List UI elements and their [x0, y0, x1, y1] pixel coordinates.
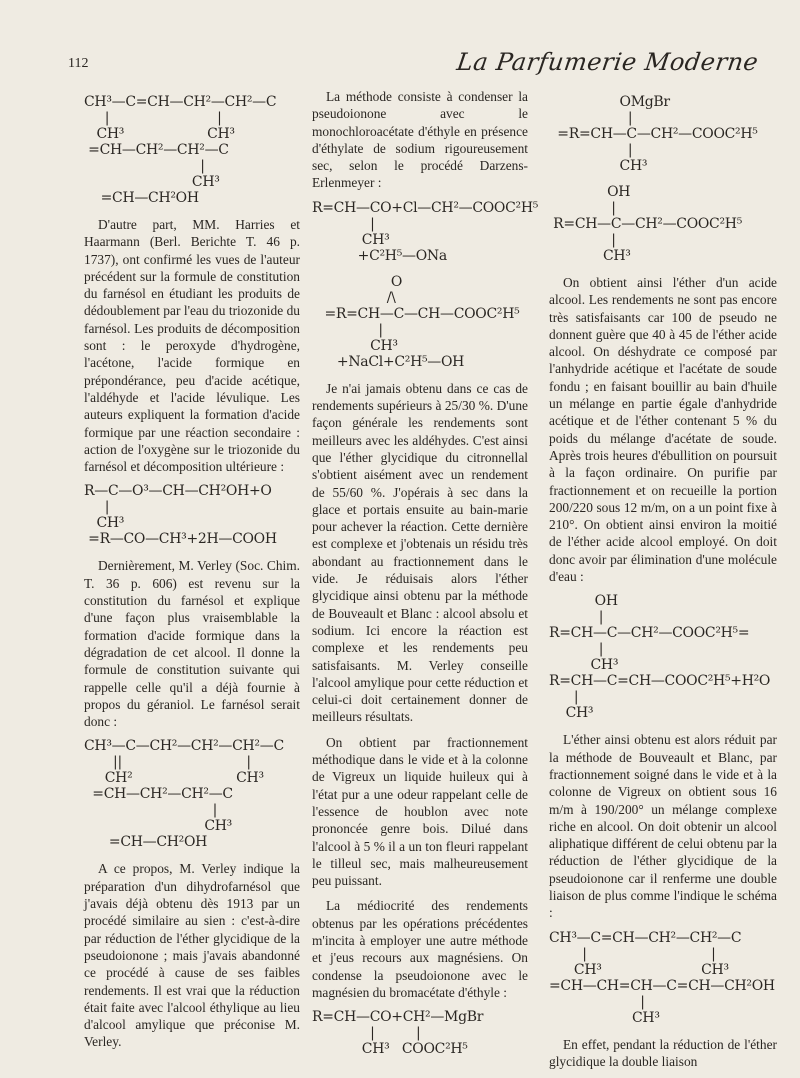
paragraph: D'autre part, MM. Harries et Haarmann (Berl. Berichte T. 46 p. 1737), ont confirmé les vues de l'auteur précédent sur la formule de constitution du farnésol en étudiant les produits de dédoublement par l'eau du triozonide du farnésol. Les produits de décomposition sont : le peroxyde d'hydrogène, l'acétone, l'acide formique en prépondérance, peu d'acide acétique, l'aldéhyde et l'acide lévulique. Les auteurs expliquent la formation d'acide formique par une réaction secondaire : action de l'oxygène sur le triozonide du farnésol et décomposition ultérieure :	[84, 217, 300, 475]
column-1	[84, 88, 300, 1059]
paragraph: On obtient par fractionnement méthodique dans le vide et à la colonne de Vigreux un liquide huileux qui à l'état pur a une odeur rappelant celle de l'essence de houblon avec note prononcée genre bois. Dilué dans l'alcool à 5 % il a un ton fleuri rappelant le tilleul sec, mais malheureusement peu puissant.	[312, 734, 528, 889]
paragraph: En effet, pendant la réduction de l'éther glycidique la double liaison	[549, 1036, 777, 1069]
formula: R=CH—CO+Cl—CH²—COOC²H⁵ | CH³ +C²H⁵—ONa	[312, 199, 539, 264]
paragraph: Je n'ai jamais obtenu dans ce cas de rendements supérieurs à 25/30 %. D'une façon générale les rendements sont meilleurs avec les aldéhydes. C'est ainsi que l'éther glycidique du citronnellal s'obtient aisément avec un rendement de 55/60 %. J'opérais à sec dans la glace et portais ensuite au bain-marie pour achever la réaction. Cette dernière est complexe et j'obtenais un résidu très abondant au fractionnement dans le vide. Je réduisais alors l'éther glycidique ainsi obtenu par la méthode de Bouveault et Blanc : alcool absolu et sodium. Ici encore la réaction est complexe et les rendements peu satisfaisants. M. Verley conseille l'alcool amylique pour cette réduction et celui-ci doit certainement donner de meilleurs résultats.	[312, 380, 528, 725]
formula: R—C—O³—CH—CH²OH+O | CH³ =R—CO—CH³+2H—COOH	[84, 483, 277, 548]
formula: CH³—C—CH²—CH²—CH²—C || | CH² CH³ =CH—CH²—CH²—C | CH³ =CH—CH²OH	[84, 738, 284, 851]
paragraph: Dernièrement, M. Verley (Soc. Chim. T. 36 p. 606) est revenu sur la constitution du farnésol et explique d'une façon plus vraisemblable la formation d'acide formique dans la dégradation de cet alcool. Il donne la formule de constitution suivante qui rappelle celle qu'il a déjà fournie à propos du géraniol. Le farnésol serait donc :	[84, 558, 300, 730]
column-2	[312, 88, 539, 1067]
page-number: 112	[68, 56, 89, 71]
formula: CH³—C=CH—CH²—CH²—C | | CH³ CH³ =CH—CH=CH—C=CH—CH²OH | CH³	[549, 929, 775, 1026]
column-3	[549, 88, 777, 1078]
paragraph: On obtient ainsi l'éther d'un acide alcool. Les rendements ne sont pas encore très satisfaisants car 100 de pseudo ne donnent guère que 40 à 45 de l'éther acide alcool. On déshydrate ce composé par l'anhydride acétique et l'acétate de soude fondu ; en faisant bouillir au bain d'huile un mélange en partie égale d'anhydride acétique et de l'éther contenant 5 % du poids du mélange d'acétate de soude. Après trois heures d'ébullition on poursuit à la façon ordinaire. On purifie par fractionnement et on recueille la portion 200/220 sous 12 m/m, on a un point fixe à 210°. On obtient ainsi environ la moitié de l'éther acide alcool employé. On doit donc avoir par élimination d'une molécule d'eau :	[549, 275, 777, 585]
magazine-title: La Parfumerie Moderne	[454, 48, 760, 76]
formula: OH | R=CH—C—CH²—COOC²H⁵ | CH³	[553, 184, 743, 264]
paragraph: L'éther ainsi obtenu est alors réduit par la méthode de Bouveault et Blanc, par fractionnement soigné dans le vide et à la colonne de Vigreux on obtient sous 16 m/m à 190/200° un mélange complexe riche en alcool. On doit obtenir un alcool aliphatique différent de celui obtenu par la réduction de l'éther glycidique de la pseudoionone car il renferme une double liaison de plus comme l'indique le schéma :	[549, 732, 777, 921]
formula: OMgBr | =R=CH—C—CH²—COOC²H⁵ | CH³	[557, 94, 758, 174]
formula: R=CH—CO+CH²—MgBr | | CH³ COOC²H⁵	[312, 1009, 484, 1058]
formula: CH³—C=CH—CH²—CH²—C | | CH³ CH³ =CH—CH²—CH²—C | CH³ =CH—CH²OH	[84, 94, 277, 206]
paragraph: La médiocrité des rendements obtenus par les opérations précédentes m'incita à employer une autre méthode et j'eus recours aux magnésiens. On condense la pseudoionone avec le magnésien du bromacétate d'éthyle :	[312, 898, 528, 1000]
formula: OH | R=CH—C—CH²—COOC²H⁵= | CH³ R=CH—C=CH—COOC²H⁵+H²O | CH³	[549, 593, 771, 722]
paragraph: A ce propos, M. Verley indique la préparation d'un dihydrofarnésol que j'avais déjà obtenu dès 1913 par un procédé similaire au sien : c'est-à-dire par réduction de l'éther glycidique de la pseudoionone ; mais j'avais abandonné ce procédé à cause de ses faibles rendements. Il est vrai que la réduction était faite avec l'alcool éthylique au lieu d'alcool amylique que préconise M. Verley.	[84, 861, 300, 1050]
paragraph: La méthode consiste à condenser la pseudoionone avec le monochloroacétate d'éthyle en présence d'éthylate de sodium rigoureusement sec, selon le procédé Darzens-Erlenmeyer :	[312, 89, 528, 191]
formula: O /\ =R=CH—C—CH—COOC²H⁵ | CH³ +NaCl+C²H⁵—OH	[324, 273, 520, 370]
